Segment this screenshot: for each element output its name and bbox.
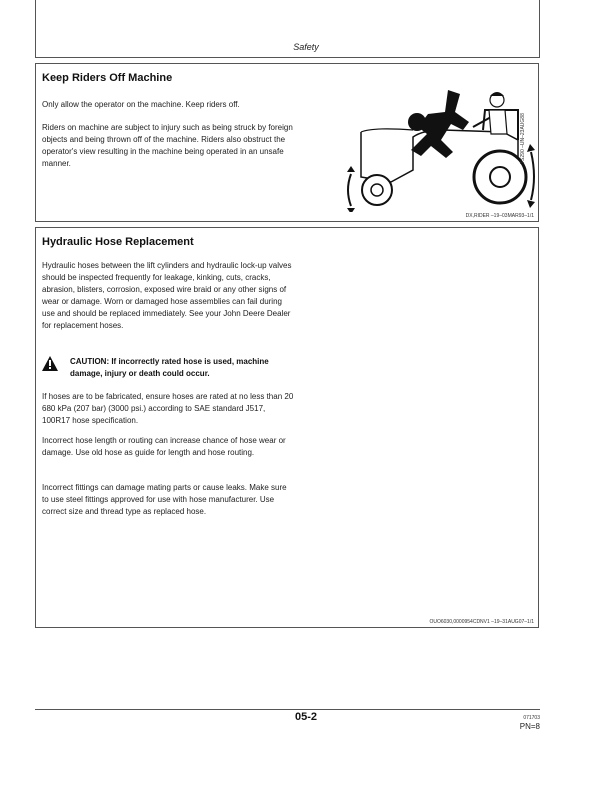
bottom-rule bbox=[35, 709, 540, 710]
riders-paragraph-2: Riders on machine are subject to injury such as being struck by foreign objects and being thrown off of the machine. Riders also obstruct the operator's view resulting in the machine being operated in an unsafe manner. bbox=[42, 123, 293, 168]
page-number: 05-2 bbox=[294, 711, 318, 723]
section-header-title: Safety bbox=[293, 42, 319, 52]
hose-paragraph-rating: If hoses are to be fabricated, ensure hoses are rated at no less than 20 680 kPa (207 bar) (3000 psi.) according to SAE standard J517, 100R17 hose specification. bbox=[42, 392, 294, 425]
hose-section bbox=[35, 227, 539, 628]
riders-title: Keep Riders Off Machine bbox=[42, 72, 173, 84]
hose-paragraph-fittings: Incorrect fittings can damage mating parts or cause leaks. Make sure to use steel fittings approved for use with hose manufacturer. Use correct size and thread type as replaced hose. bbox=[42, 483, 287, 516]
riders-footer-code: DX,RIDER –19–03MAR93–1/1 bbox=[465, 213, 534, 219]
hose-paragraph-length: Incorrect hose length or routing can increase chance of hose wear or damage. Use old hose as guide for length and hose routing. bbox=[42, 436, 286, 457]
pn-code: PN=8 bbox=[519, 722, 540, 731]
tractor-rider-illustration bbox=[313, 82, 538, 212]
caution-warning-icon bbox=[42, 356, 58, 371]
riders-figure-code: TS290 –UN–23AUG88 bbox=[520, 113, 526, 164]
print-date-code: 071703 bbox=[523, 715, 540, 721]
riders-section bbox=[35, 63, 539, 222]
riders-paragraph-1: Only allow the operator on the machine. Keep riders off. bbox=[42, 100, 240, 109]
hose-caution-text: CAUTION: If incorrectly rated hose is used, machine damage, injury or death could occur. bbox=[70, 357, 269, 378]
hose-intro-paragraph: Hydraulic hoses between the lift cylinders and hydraulic lock-up valves should be inspected frequently for leakage, kinking, cuts, cracks, abrasion, blisters, corrosion, exposed wire braid or any other signs of wear or damage. Worn or damaged hose assemblies can fail during use and should be replaced immediately. See your John Deere Dealer for replacement hoses. bbox=[42, 261, 292, 330]
top-rule-bottom bbox=[35, 57, 540, 58]
hose-title: Hydraulic Hose Replacement bbox=[42, 236, 194, 248]
hose-footer-code: OUO6030,0000954CDNV1 –19–31AUG07–1/1 bbox=[429, 619, 534, 625]
